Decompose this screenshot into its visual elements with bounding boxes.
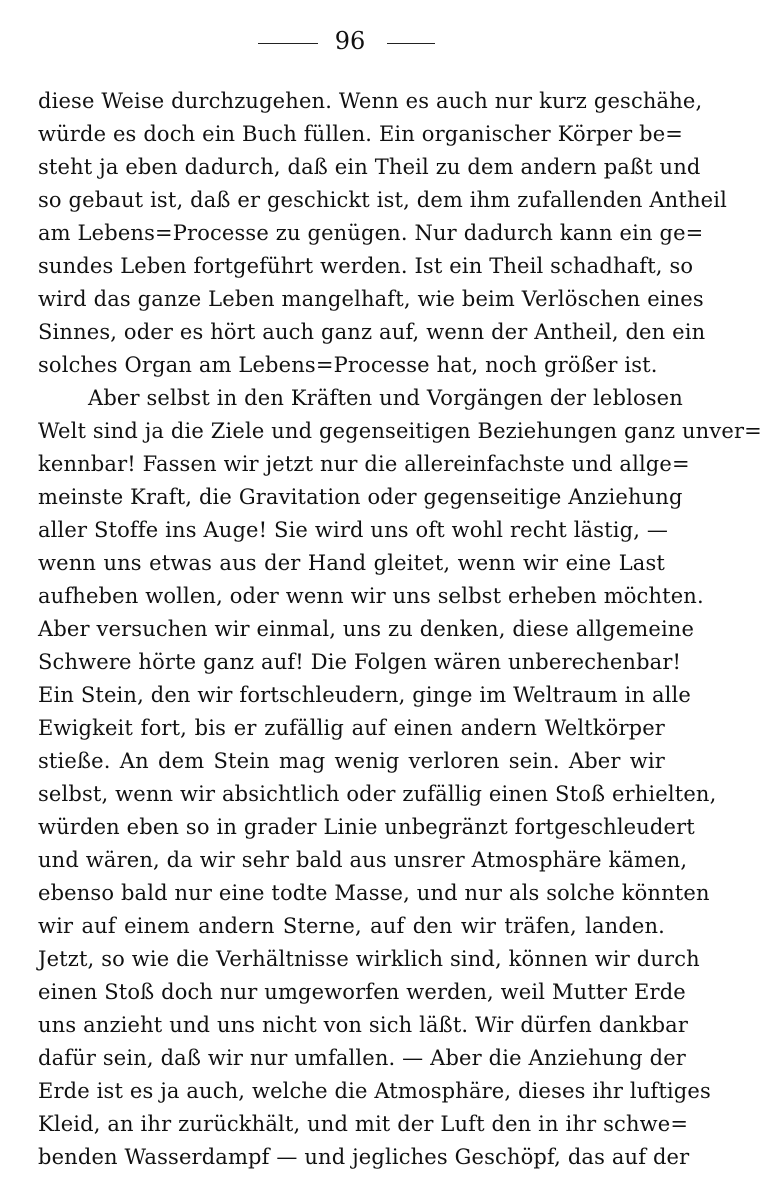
header-rule-right xyxy=(387,43,435,44)
text-line: am Lebens=Processe zu genügen. Nur dadurch kann ein ge= xyxy=(38,221,704,245)
text-line: diese Weise durchzugehen. Wenn es auch nur kurz geschähe, xyxy=(38,89,703,113)
text-line: Welt sind ja die Ziele und gegenseitigen Beziehungen ganz unver= xyxy=(38,419,762,443)
page-number: 96 xyxy=(334,27,366,55)
text-line: dafür sein, daß wir nur umfallen. — Aber die Anziehung der xyxy=(38,1046,686,1070)
text-line: kennbar! Fassen wir jetzt nur die allereinfachste und allge= xyxy=(38,452,690,476)
text-line: uns anzieht und uns nicht von sich läßt. Wir dürfen dankbar xyxy=(38,1013,689,1037)
text-line: einen Stoß doch nur umgeworfen werden, weil Mutter Erde xyxy=(38,980,686,1004)
text-line: würde es doch ein Buch füllen. Ein organischer Körper be= xyxy=(38,122,684,146)
text-line: stieße. An dem Stein mag wenig verloren sein. Aber wir xyxy=(38,749,665,773)
text-line: Erde ist es ja auch, welche die Atmosphäre, dieses ihr luftiges xyxy=(38,1079,711,1103)
text-line: Aber versuchen wir einmal, uns zu denken, diese allgemeine xyxy=(38,617,695,641)
header-rule-left xyxy=(258,43,318,44)
text-line: ebenso bald nur eine todte Masse, und nur als solche könnten xyxy=(38,881,710,905)
text-line: Schwere hörte ganz auf! Die Folgen wären unberechenbar! xyxy=(38,650,682,674)
text-line: steht ja eben dadurch, daß ein Theil zu dem andern paßt und xyxy=(38,155,701,179)
text-line: Ein Stein, den wir fortschleudern, ginge im Weltraum in alle xyxy=(38,683,691,707)
text-line: wir auf einem andern Sterne, auf den wir träfen, landen. xyxy=(38,914,665,938)
text-line: selbst, wenn wir absichtlich oder zufällig einen Stoß erhielten, xyxy=(38,782,717,806)
text-line: und wären, da wir sehr bald aus unsrer Atmosphäre kämen, xyxy=(38,848,688,872)
text-line: Aber selbst in den Kräften und Vorgängen der leblosen xyxy=(88,386,683,410)
page-header xyxy=(0,27,697,57)
text-line: Kleid, an ihr zurückhält, und mit der Luft den in ihr schwe= xyxy=(38,1112,689,1136)
text-line: Jetzt, so wie die Verhältnisse wirklich sind, können wir durch xyxy=(38,947,700,971)
text-line: Ewigkeit fort, bis er zufällig auf einen andern Weltkörper xyxy=(38,716,665,740)
text-line: meinste Kraft, die Gravitation oder gegenseitige Anziehung xyxy=(38,485,683,509)
text-line: Sinnes, oder es hört auch ganz auf, wenn der Antheil, den ein xyxy=(38,320,706,344)
text-line: aufheben wollen, oder wenn wir uns selbst erheben möchten. xyxy=(38,584,704,608)
text-line: würden eben so in grader Linie unbegränzt fortgeschleudert xyxy=(38,815,695,839)
text-line: sundes Leben fortgeführt werden. Ist ein Theil schadhaft, so xyxy=(38,254,694,278)
text-line: solches Organ am Lebens=Processe hat, noch größer ist. xyxy=(38,353,658,377)
text-line: wird das ganze Leben mangelhaft, wie beim Verlöschen eines xyxy=(38,287,704,311)
text-line: wenn uns etwas aus der Hand gleitet, wenn wir eine Last xyxy=(38,551,665,575)
text-line: aller Stoffe ins Auge! Sie wird uns oft wohl recht lästig, — xyxy=(38,518,669,542)
text-line: benden Wasserdampf — und jegliches Geschöpf, das auf der xyxy=(38,1145,690,1169)
text-line: so gebaut ist, daß er geschickt ist, dem ihm zufallenden Antheil xyxy=(38,188,727,212)
